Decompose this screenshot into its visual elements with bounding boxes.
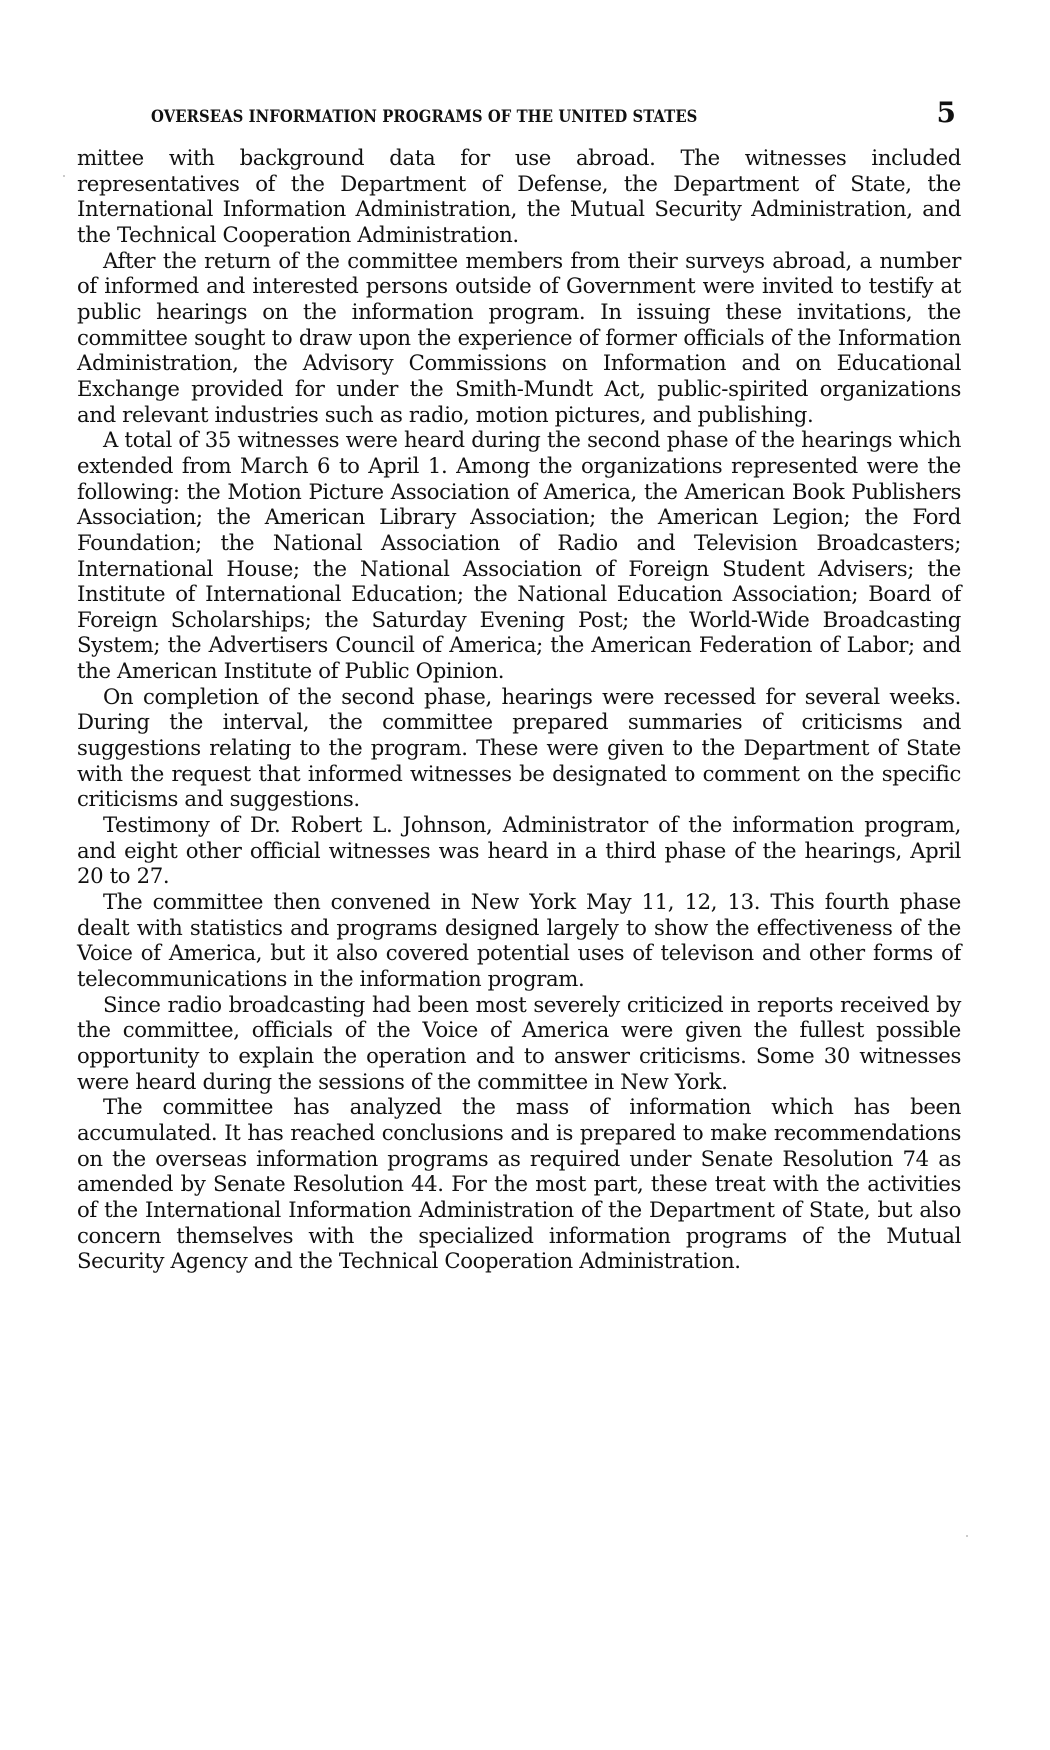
paragraph: The committee has analyzed the mass of information which has been accumulated. It has reached conclusions and is prepared to make recommendations on the overseas information programs as required under Senate Resolution 74 as amended by Senate Resolution 44. For the most part, these treat with the activities of the International Information Administration of the Department of State, but also concern themselves with the specialized information programs of the Mutual Security Agency and the Technical Cooperation Administration. <box>77 1094 961 1274</box>
running-head-title: OVERSEAS INFORMATION PROGRAMS OF THE UNITED STATES <box>151 107 698 127</box>
paragraph: Testimony of Dr. Robert L. Johnson, Administrator of the information program, and eight other official witnesses was heard in a third phase of the hearings, April 20 to 27. <box>77 812 961 889</box>
body-text <box>77 145 961 1274</box>
paragraph: On completion of the second phase, hearings were recessed for several weeks. During the interval, the committee prepared summaries of criticisms and suggestions relating to the program. These were given to the Department of State with the request that informed witnesses be designated to comment on the specific criticisms and suggestions. <box>77 683 961 812</box>
paragraph: Since radio broadcasting had been most severely criticized in reports received by the committee, officials of the Voice of America were given the fullest possible opportunity to explain the operation and to answer criticisms. Some 30 witnesses were heard during the sessions of the committee in New York. <box>77 991 961 1094</box>
paragraph: After the return of the committee members from their surveys abroad, a number of informed and interested persons outside of Government were invited to testify at public hearings on the information program. In issuing these invitations, the committee sought to draw upon the experience of former officials of the Information Administration, the Advisory Commissions on Information and on Educational Exchange provided for under the Smith-Mundt Act, public-spirited organizations and relevant industries such as radio, motion pictures, and publishing. <box>77 247 961 427</box>
paragraph: The committee then convened in New York May 11, 12, 13. This fourth phase dealt with statistics and programs designed largely to show the effectiveness of the Voice of America, but it also covered potential uses of televison and other forms of telecommunications in the information program. <box>77 889 961 991</box>
running-head <box>151 96 960 129</box>
page-number: 5 <box>936 96 956 129</box>
scan-speck <box>966 1535 968 1537</box>
scan-speck <box>63 175 65 177</box>
paragraph-continued: mittee with background data for use abroad. The witnesses included representatives of the Department of Defense, the Department of State, the International Information Administration, the Mutual Security Administration, and the Technical Cooperation Administration. <box>77 145 961 247</box>
paragraph: A total of 35 witnesses were heard during the second phase of the hearings which extended from March 6 to April 1. Among the organizations represented were the following: the Motion Picture Association of America, the American Book Publishers Association; the American Library Association; the American Legion; the Ford Foundation; the National Association of Radio and Television Broadcasters; International House; the National Association of Foreign Student Advisers; the Institute of International Education; the National Education Association; Board of Foreign Scholarships; the Saturday Evening Post; the World-Wide Broadcasting System; the Advertisers Council of America; the American Federation of Labor; and the American Institute of Public Opinion. <box>77 427 961 684</box>
